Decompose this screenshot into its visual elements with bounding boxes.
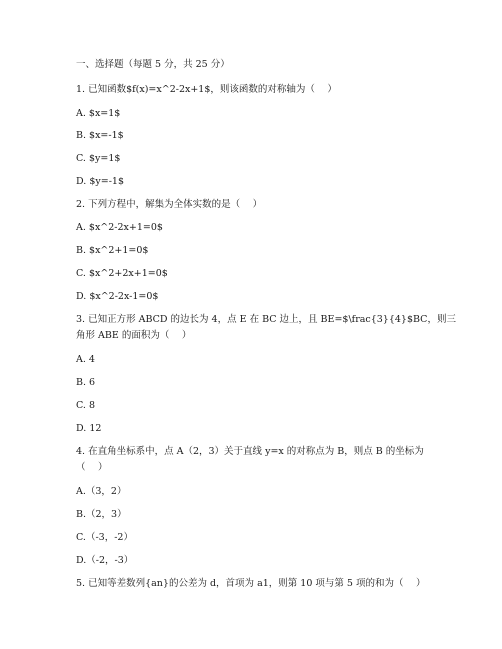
question-4-option-c: C.（-3，-2） [76,532,133,543]
question-3-option-b: B. 6 [76,377,96,388]
section-title: 一、选择题（每题 5 分，共 25 分） [76,59,230,70]
question-1-option-d: D. $y=-1$ [76,176,124,187]
question-3-stem-line-1: 3. 已知正方形 ABCD 的边长为 4，点 E 在 BC 边上，且 BE=$\frac{3}{4}$BC，则三 [76,314,456,325]
question-4-option-b: B.（2，3） [76,509,127,520]
question-1-option-c: C. $y=1$ [76,153,121,164]
question-4-option-a: A.（3，2） [76,486,127,497]
question-1-option-a: A. $x=1$ [76,108,121,119]
question-3-option-d: D. 12 [76,423,102,434]
question-4-stem-line-1: 4. 在直角坐标系中，点 A（2，3）关于直线 y=x 的对称点为 B，则点 B 的坐标为 [76,446,424,457]
question-1-stem: 1. 已知函数$f(x)=x^2-2x+1$，则该函数的对称轴为（ ） [76,84,337,95]
question-3-option-a: A. 4 [76,354,95,365]
question-2-option-c: C. $x^2+2x+1=0$ [76,268,168,279]
question-3-stem-line-2: 角形 ABE 的面积为（ ） [76,330,192,341]
question-4-stem-line-2: （ ） [76,462,108,473]
question-2-option-b: B. $x^2+1=0$ [76,245,149,256]
question-5-stem: 5. 已知等差数列{an}的公差为 d，首项为 a1，则第 10 项与第 5 项的和为（ ） [76,578,426,589]
question-4-option-d: D.（-2，-3） [76,555,134,566]
question-2-stem: 2. 下列方程中，解集为全体实数的是（ ） [76,199,263,210]
question-1-option-b: B. $x=-1$ [76,130,124,141]
question-2-option-d: D. $x^2-2x-1=0$ [76,291,159,302]
question-3-option-c: C. 8 [76,400,96,411]
question-2-option-a: A. $x^2-2x+1=0$ [76,222,163,233]
